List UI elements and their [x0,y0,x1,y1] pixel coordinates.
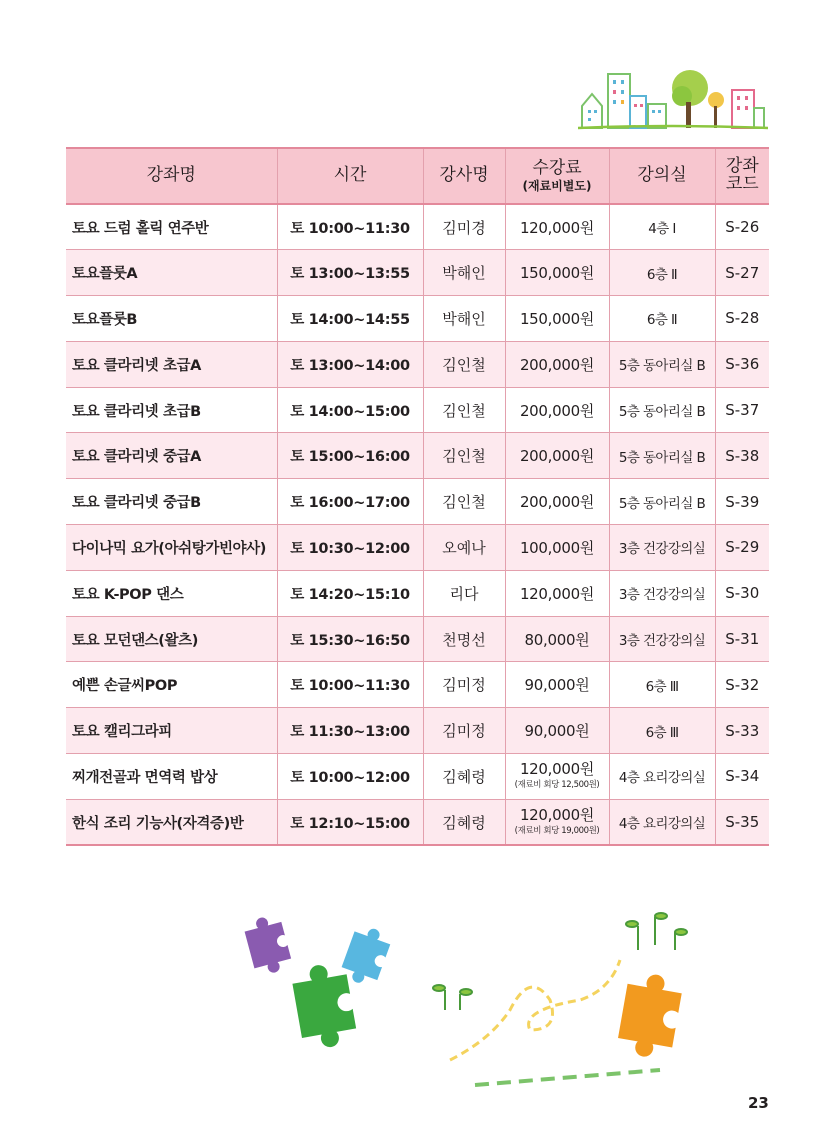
course-code-cell: S-27 [715,250,769,296]
time-cell: 토 13:00~14:00 [277,341,423,387]
header-course: 강좌명 [146,165,196,186]
fee-cell: 200,000원 [505,387,609,433]
room-cell: 4층 요리강의실 [609,754,715,800]
time-cell: 토 10:30~12:00 [277,525,423,571]
course-code-cell: S-29 [715,525,769,571]
puzzle-piece-icon [242,913,293,978]
course-code-cell: S-35 [715,799,769,845]
time-cell: 토 16:00~17:00 [277,479,423,525]
room-cell: 6층 Ⅱ [609,296,715,342]
course-code-cell: S-36 [715,341,769,387]
course-code-cell: S-28 [715,296,769,342]
page-number: 23 [748,1094,769,1112]
time-cell: 토 10:00~11:30 [277,662,423,708]
course-code-cell: S-32 [715,662,769,708]
room-cell: 5층 동아리실 B [609,479,715,525]
instructor-cell: 오예나 [423,525,505,571]
room-cell: 5층 동아리실 B [609,387,715,433]
room-cell: 6층 Ⅲ [609,662,715,708]
course-name-cell: 토요플룻B [72,311,138,328]
fee-cell: 150,000원 [505,296,609,342]
instructor-cell: 리다 [423,570,505,616]
header-time: 시간 [277,148,423,204]
fee-cell: 90,000원 [505,662,609,708]
header-room: 강의실 [609,148,715,204]
course-name-cell: 토요 클라리넷 중급B [72,495,201,512]
course-code-cell: S-38 [715,433,769,479]
fee-cell: 200,000원 [505,433,609,479]
table-row [66,662,769,708]
table-header-row [66,148,769,204]
fee-cell [505,754,609,800]
instructor-cell: 박해인 [423,250,505,296]
table-row [66,204,769,250]
course-code-cell: S-31 [715,616,769,662]
fee-cell: 120,000원 [505,570,609,616]
fee-cell: 90,000원 [505,708,609,754]
room-cell: 6층 Ⅲ [609,708,715,754]
instructor-cell: 김미정 [423,662,505,708]
instructor-cell: 천명선 [423,616,505,662]
fee-material-note: (재료비 회당 19,000원) [514,826,600,836]
fee-cell: 150,000원 [505,250,609,296]
instructor-cell: 김미경 [423,204,505,250]
header-code-line2: 코드 [725,174,759,194]
instructor-cell: 김미정 [423,708,505,754]
time-cell: 토 12:10~15:00 [277,799,423,845]
header-fee [505,148,609,204]
header-code [715,148,769,204]
course-code-cell: S-39 [715,479,769,525]
instructor-cell: 김혜령 [423,754,505,800]
course-code-cell: S-37 [715,387,769,433]
course-name-cell: 토요플룻A [72,266,138,283]
course-name-cell: 토요 클라리넷 초급B [72,403,201,420]
course-name-cell: 찌개전골과 면역력 밥상 [72,769,218,786]
table-row [66,799,769,845]
course-name-cell: 토요 모던댄스(왈츠) [72,632,198,649]
table-row [66,296,769,342]
fee-cell [505,799,609,845]
course-schedule-table [66,147,769,846]
table-row [66,616,769,662]
course-name-cell: 토요 클라리넷 초급A [72,357,201,374]
header-fee-sub: (재료비별도) [522,178,592,193]
fee-cell: 200,000원 [505,341,609,387]
fee-cell: 200,000원 [505,479,609,525]
table-row [66,433,769,479]
course-name-cell: 토요 드럼 홀릭 연주반 [72,220,209,237]
puzzle-decoration [230,900,730,1100]
fee-amount: 120,000원 [519,806,595,824]
fee-cell: 100,000원 [505,525,609,571]
table-row [66,525,769,571]
table-row [66,754,769,800]
header-fee-label: 수강료 [532,157,582,178]
room-cell: 5층 동아리실 B [609,433,715,479]
table-row [66,570,769,616]
time-cell: 토 11:30~13:00 [277,708,423,754]
course-name-cell: 다이나믹 요가(아쉬탕가빈야사) [72,540,266,557]
course-name-cell: 한식 조리 기능사(자격증)반 [72,815,244,832]
instructor-cell: 김혜령 [423,799,505,845]
instructor-cell: 김인철 [423,433,505,479]
room-cell: 3층 건강강의실 [609,525,715,571]
instructor-cell: 김인철 [423,387,505,433]
table-row [66,479,769,525]
course-code-cell: S-34 [715,754,769,800]
room-cell: 5층 동아리실 B [609,341,715,387]
fee-cell: 80,000원 [505,616,609,662]
city-skyline-icon [578,66,768,132]
fee-cell: 120,000원 [505,204,609,250]
fee-amount: 120,000원 [519,760,595,779]
time-cell: 토 10:00~11:30 [277,204,423,250]
instructor-cell: 김인철 [423,341,505,387]
header-instructor: 강사명 [423,148,505,204]
room-cell: 4층 요리강의실 [609,799,715,845]
instructor-cell: 김인철 [423,479,505,525]
table-row [66,250,769,296]
time-cell: 토 10:00~12:00 [277,754,423,800]
time-cell: 토 14:20~15:10 [277,570,423,616]
table-row [66,708,769,754]
time-cell: 토 15:00~16:00 [277,433,423,479]
course-code-cell: S-33 [715,708,769,754]
course-code-cell: S-26 [715,204,769,250]
header-code-line1: 강좌 [725,156,759,177]
time-cell: 토 14:00~14:55 [277,296,423,342]
course-name-cell: 예쁜 손글씨POP [72,678,178,695]
course-name-cell: 토요 K-POP 댄스 [72,586,184,603]
time-cell: 토 13:00~13:55 [277,250,423,296]
room-cell: 3층 건강강의실 [609,570,715,616]
fee-material-note: (재료비 회당 12,500원) [514,780,600,791]
course-name-cell: 토요 클라리넷 중급A [72,449,201,466]
room-cell: 4층 Ⅰ [609,204,715,250]
course-code-cell: S-30 [715,570,769,616]
table-row [66,387,769,433]
course-name-cell: 토요 캘리그라피 [72,724,172,741]
table-row [66,341,769,387]
room-cell: 6층 Ⅱ [609,250,715,296]
room-cell: 3층 건강강의실 [609,616,715,662]
time-cell: 토 15:30~16:50 [277,616,423,662]
time-cell: 토 14:00~15:00 [277,387,423,433]
instructor-cell: 박해인 [423,296,505,342]
